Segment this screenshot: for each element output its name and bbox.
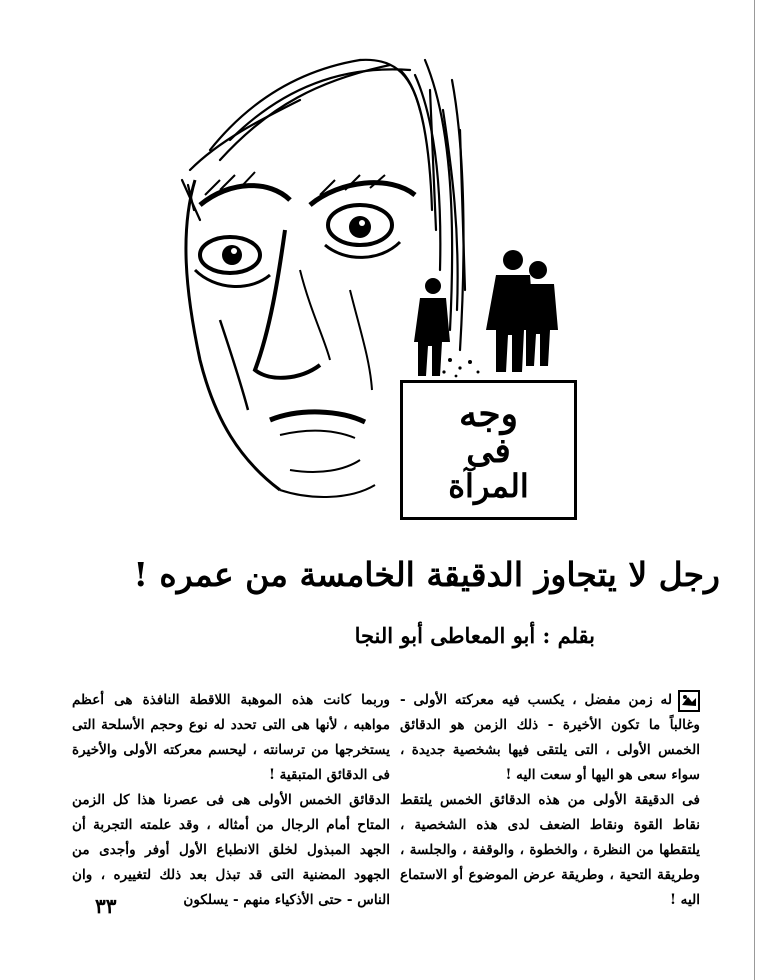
paragraph: فى الدقيقة الأولى من هذه الدقائق الخمس يلتقط نقاط القوة ونقاط الضعف لدى هذه الشخصية ، يلتقطها من النظرة ، والخطوة ، والوقفة ، والجلسة ، وطريقة التحية ، وطريقة عرض الموضوع أو الاستماع اليه ! [400, 792, 700, 908]
paragraph-ornament-icon [678, 690, 700, 712]
article-column-left [72, 688, 390, 913]
article-headline: رجل لا يتجاوز الدقيقة الخامسة من عمره ! [133, 555, 720, 594]
illustration-title-box [400, 380, 577, 520]
paragraph: الدقائق الخمس الأولى هى فى عصرنا هذا كل الزمن المتاح أمام الرجال من أمثاله ، وقد علمته التجربة أن الجهد المبذول لخلق الانطباع الأول أوفر وأجدى من الجهود المضنية التى قد تبذل بعد ذلك لتغييره ، وان الناس - حتى الأذكياء منهم - يسلكون [72, 792, 390, 908]
scan-border-line [754, 0, 755, 980]
title-word-mirror: المرآة [448, 466, 529, 505]
author-byline: بقلم : أبو المعاطى أبو النجا [354, 623, 595, 648]
page-number: ٣٣ [95, 894, 117, 918]
paragraph: له زمن مفضل ، يكسب فيه معركته الأولى - وغالباً ما تكون الأخيرة - ذلك الزمن هو الدقائق الخمس الأولى ، التى يلتقى فيها بشخصية جديدة ، سواء سعى هو اليها أو سعت اليه ! [400, 692, 700, 783]
title-word-in: فى [466, 431, 511, 472]
paragraph: وربما كانت هذه الموهبة اللاقطة النافذة هى أعظم مواهبه ، لأنها هى التى تحدد له نوع وحجم الأسلحة التى يستخرجها من ترسانته ، ليحسم معركته الأولى والأخيرة فى الدقائق المتبقية ! [72, 692, 390, 783]
title-word-face: وجه [459, 393, 518, 436]
article-column-right [400, 688, 700, 913]
